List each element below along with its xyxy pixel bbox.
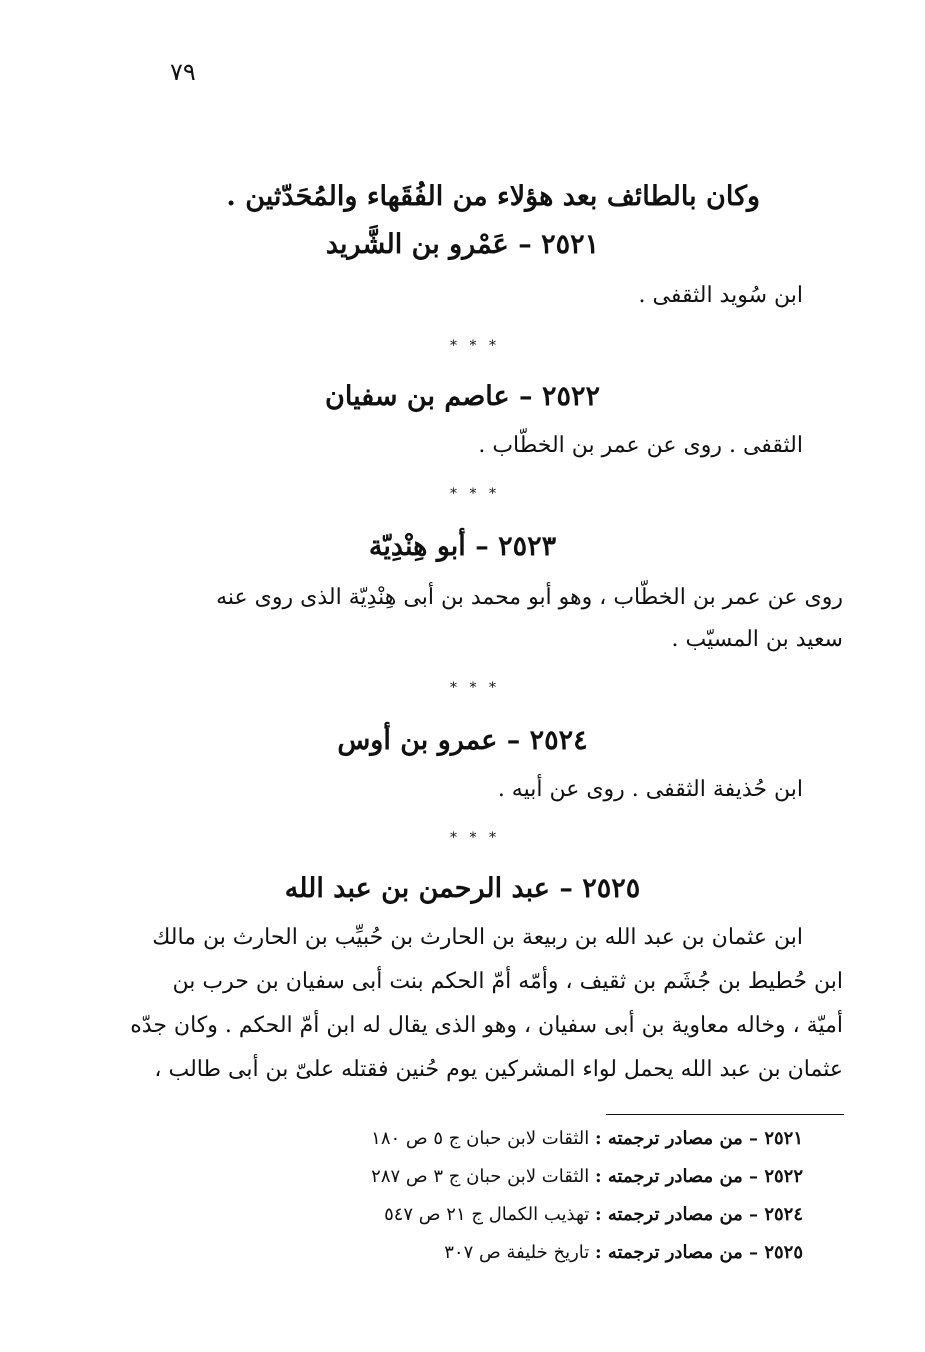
entry-heading-2525: ٢٥٢٥ – عبد الرحمن بن عبد الله (284, 873, 641, 904)
footnote-label: ٢٥٢٥ – من مصادر ترجمته : (595, 1242, 803, 1263)
section-separator: * * * (450, 680, 500, 696)
section-separator: * * * (450, 338, 500, 354)
footnote-divider (606, 1114, 844, 1115)
footnote-label: ٢٥٢٢ – من مصادر ترجمته : (595, 1166, 803, 1187)
section-separator: * * * (450, 830, 500, 846)
entry-text-2525-line-4: عثمان بن عبد الله يحمل لواء المشركين يوم حُنين فقتله علىّ بن أبى طالب ، (154, 1057, 843, 1082)
footnote-2522 (103, 1162, 803, 1192)
section-separator: * * * (450, 486, 500, 502)
footnote-text: الثقات لابن حبان ج ٣ ص ٢٨٧ (371, 1166, 590, 1187)
footnote-text: الثقات لابن حبان ج ٥ ص ١٨٠ (371, 1128, 590, 1149)
footnote-label: ٢٥٢١ – من مصادر ترجمته : (595, 1128, 803, 1149)
intro-heading: وكان بالطائف بعد هؤلاء من الفُقَهاء والمُحَدّثين . (226, 181, 760, 212)
footnote-label: ٢٥٢٤ – من مصادر ترجمته : (595, 1204, 803, 1225)
entry-text-2521: ابن سُويد الثقفى . (638, 283, 803, 308)
footnote-2521 (103, 1124, 803, 1154)
footnote-2525 (103, 1238, 803, 1268)
entry-text-2525-line-3: أميّة ، وخاله معاوية بن أبى سفيان ، وهو الذى يقال له ابن أمّ الحكم . وكان جدّه (130, 1013, 843, 1038)
entry-text-2525-line-1: ابن عثمان بن عبد الله بن ربيعة بن الحارث بن حُبيِّب بن الحارث بن مالك (152, 925, 803, 950)
entry-text-2524: ابن حُذيفة الثقفى . روى عن أبيه . (497, 777, 803, 802)
entry-heading-2523: ٢٥٢٣ – أبو هِنْدِيّة (368, 531, 557, 562)
entry-text-2523-line-1: روى عن عمر بن الخطّاب ، وهو أبو محمد بن أبى هِنْدِيّة الذى روى عنه (216, 585, 843, 610)
entry-text-2525-line-2: ابن حُطيط بن جُشَم بن ثقيف ، وأمّه أمّ الحكم بنت أبى سفيان بن حرب بن (172, 969, 843, 994)
footnote-2524 (103, 1200, 803, 1230)
entry-heading-2521: ٢٥٢١ – عَمْرو بن الشَّريد (325, 229, 600, 260)
entry-text-2523-line-2: سعيد بن المسيّب . (671, 627, 843, 652)
page-number: ٧٩ (170, 58, 196, 86)
entry-heading-2524: ٢٥٢٤ – عمرو بن أوس (337, 725, 588, 756)
entry-heading-2522: ٢٥٢٢ – عاصم بن سفيان (325, 381, 600, 412)
footnote-text: تاريخ خليفة ص ٣٠٧ (444, 1242, 590, 1263)
footnote-text: تهذيب الكمال ج ٢١ ص ٥٤٧ (384, 1204, 590, 1225)
entry-text-2522: الثقفى . روى عن عمر بن الخطّاب . (478, 433, 803, 458)
